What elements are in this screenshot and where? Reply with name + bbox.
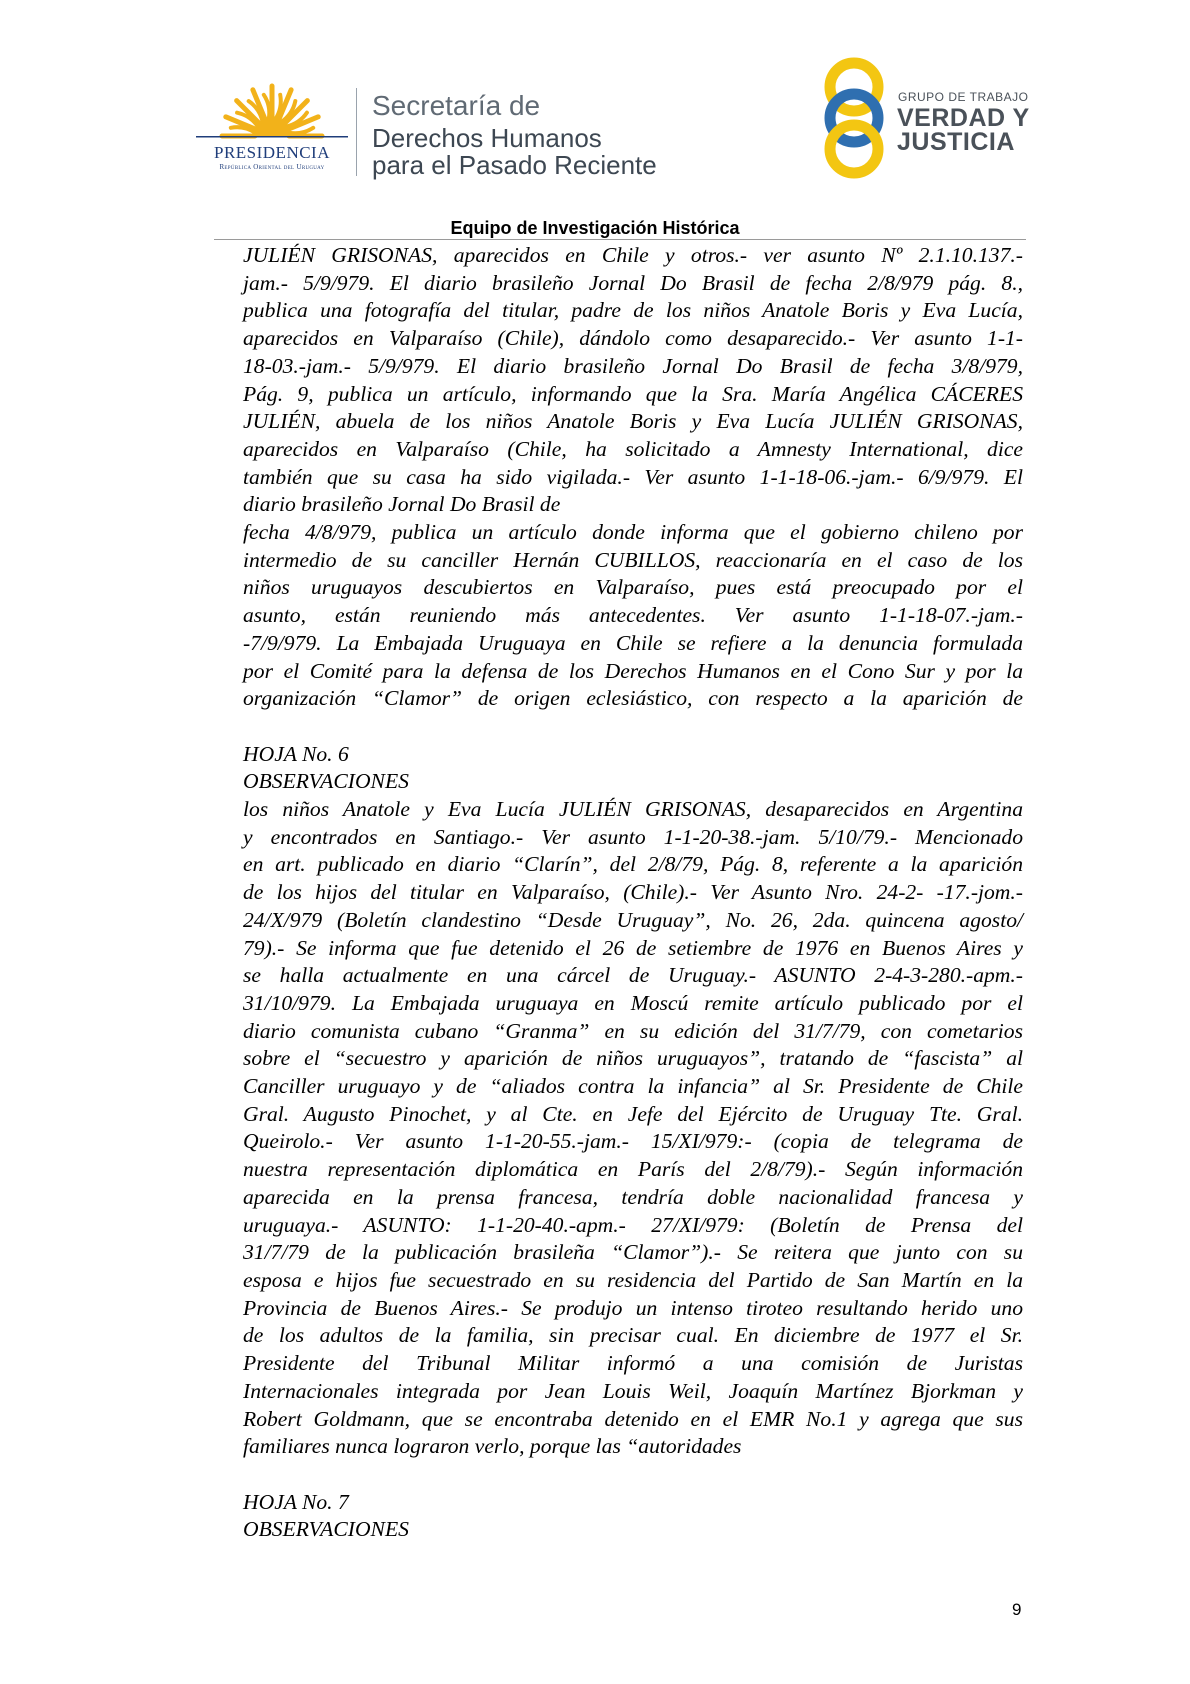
text-line: intermedio de su canciller Hernán CUBILLOS, reaccionaría en el caso de los [243, 547, 1023, 572]
text-line: por el Comité para la defensa de los Derechos Humanos en el Cono Sur y por la [243, 658, 1023, 683]
text-line: se halla actualmente en una cárcel de Uruguay.- ASUNTO 2-4-3-280.-apm.- [243, 963, 1023, 988]
text-line: los niños Anatole y Eva Lucía JULIÉN GRISONAS, desaparecidos en Argentina [243, 797, 1023, 822]
page-number: 9 [1012, 1600, 1022, 1619]
text-line: 79).- Se informa que fue detenido el 26 de setiembre de 1976 en Buenos Aires y [243, 935, 1023, 960]
text-line: asunto, están reuniendo más antecedentes. Ver asunto 1-1-18-07.-jam.- [243, 603, 1023, 628]
verdad-justicia-rings-icon [818, 56, 890, 180]
secretaria-line-2: Derechos Humanos [372, 123, 602, 153]
text-line: OBSERVACIONES [243, 1517, 409, 1542]
secretaria-line-1: Secretaría de [372, 90, 541, 121]
text-line: Internacionales integrada por Jean Louis Weil, Joaquín Martínez Bjorkman y [243, 1378, 1023, 1403]
text-line: Pág. 9, publica un artículo, informando que la Sra. María Angélica CÁCERES [243, 381, 1023, 406]
text-line: OBSERVACIONES [243, 769, 409, 794]
header-divider [356, 88, 357, 176]
text-line: niños uruguayos descubiertos en Valparaíso, pues está preocupado por el [243, 575, 1023, 600]
header-rule [214, 239, 1026, 240]
text-line: HOJA No. 6 [243, 741, 349, 766]
document-body [243, 242, 1023, 1544]
text-line: Robert Goldmann, que se encontraba detenido en el EMR No.1 y agrega que sus [243, 1406, 1023, 1431]
grupo-line-3: JUSTICIA [897, 128, 1015, 156]
text-line: HOJA No. 7 [243, 1489, 349, 1514]
team-title: Equipo de Investigación Histórica [450, 218, 740, 238]
text-line: fecha 4/8/979, publica un artículo donde informa que el gobierno chileno por [243, 520, 1023, 545]
text-line: aparecidos en Valparaíso (Chile, ha solicitado a Amnesty International, dice [243, 436, 1023, 461]
text-line: diario comunista cubano “Granma” en su edición del 31/7/79, con cometarios [243, 1018, 1023, 1043]
text-line: Canciller uruguayo y de “aliados contra la infancia” al Sr. Presidente de Chile [243, 1074, 1023, 1099]
text-line: organización “Clamor” de origen eclesiástico, con respecto a la aparición de [243, 686, 1023, 711]
text-line: en art. publicado en diario “Clarín”, del 2/8/79, Pág. 8, referente a la aparición [243, 852, 1023, 877]
blank-line [243, 713, 1023, 741]
text-line: -7/9/979. La Embajada Uruguaya en Chile se refiere a la denuncia formulada [243, 630, 1023, 655]
presidencia-name: PRESIDENCIA [213, 143, 330, 162]
text-line: también que su casa ha sido vigilada.- Ver asunto 1-1-18-06.-jam.- 6/9/979. El [243, 464, 1023, 489]
presidencia-subtitle: República Oriental del Uruguay [219, 163, 325, 171]
text-line: uruguaya.- ASUNTO: 1-1-20-40.-apm.- 27/XI/979: (Boletín de Prensa del [243, 1212, 1023, 1237]
text-line: publica una fotografía del titular, padre de los niños Anatole Boris y Eva Lucía, [243, 298, 1023, 323]
text-line: aparecidos en Valparaíso (Chile), dándolo como desaparecido.- Ver asunto 1-1- [243, 326, 1023, 351]
text-line: Queirolo.- Ver asunto 1-1-20-55.-jam.- 15/XI/979:- (copia de telegrama de [243, 1129, 1023, 1154]
text-line: 18-03.-jam.- 5/9/979. El diario brasileño Jornal Do Brasil de fecha 3/8/979, [243, 353, 1023, 378]
text-line: 24/X/979 (Boletín clandestino “Desde Uruguay”, No. 26, 2da. quincena agosto/ [243, 907, 1023, 932]
text-line: esposa e hijos fue secuestrado en su residencia del Partido de San Martín en la [243, 1268, 1023, 1292]
text-line: 31/10/979. La Embajada uruguaya en Moscú remite artículo publicado por el [243, 990, 1023, 1015]
text-line: 31/7/79 de la publicación brasileña “Clamor”).- Se reitera que junto con su [243, 1240, 1023, 1265]
blank-line [243, 1461, 1023, 1489]
text-line: familiares nunca lograron verlo, porque las “autoridades [243, 1434, 742, 1459]
text-line: nuestra representación diplomática en París del 2/8/79).- Según información [243, 1157, 1023, 1182]
text-line: de los hijos del titular en Valparaíso, (Chile).- Ver Asunto Nro. 24-2- -17.-jom.- [243, 880, 1023, 905]
text-line: aparecida en la prensa francesa, tendría doble nacionalidad francesa y [243, 1184, 1023, 1209]
text-line: y encontrados en Santiago.- Ver asunto 1-1-20-38.-jam. 5/10/79.- Mencionado [243, 824, 1023, 849]
text-line: diario brasileño Jornal Do Brasil de [243, 492, 561, 517]
text-line: JULIÉN GRISONAS, aparecidos en Chile y otros.- ver asunto Nº 2.1.10.137.- [243, 243, 1023, 267]
text-line: Provincia de Buenos Aires.- Se produjo un intenso tiroteo resultando herido uno [243, 1295, 1023, 1320]
secretaria-line-3: para el Pasado Reciente [372, 150, 657, 180]
text-line: sobre el “secuestro y aparición de niños uruguayos”, tratando de “fascista” al [243, 1046, 1023, 1071]
text-line: Presidente del Tribunal Militar informó a una comisión de Juristas [243, 1351, 1023, 1376]
text-line: Gral. Augusto Pinochet, y al Cte. en Jefe del Ejército de Uruguay Tte. Gral. [243, 1101, 1023, 1126]
grupo-line-2: VERDAD Y [897, 104, 1030, 132]
text-line: JULIÉN, abuela de los niños Anatole Boris y Eva Lucía JULIÉN GRISONAS, [243, 409, 1023, 434]
grupo-line-1: GRUPO DE TRABAJO [898, 90, 1029, 104]
text-line: de los adultos de la familia, sin precisar cual. En diciembre de 1977 el Sr. [243, 1323, 1023, 1348]
text-line: jam.- 5/9/979. El diario brasileño Jornal Do Brasil de fecha 2/8/979 pág. 8., [243, 270, 1023, 295]
